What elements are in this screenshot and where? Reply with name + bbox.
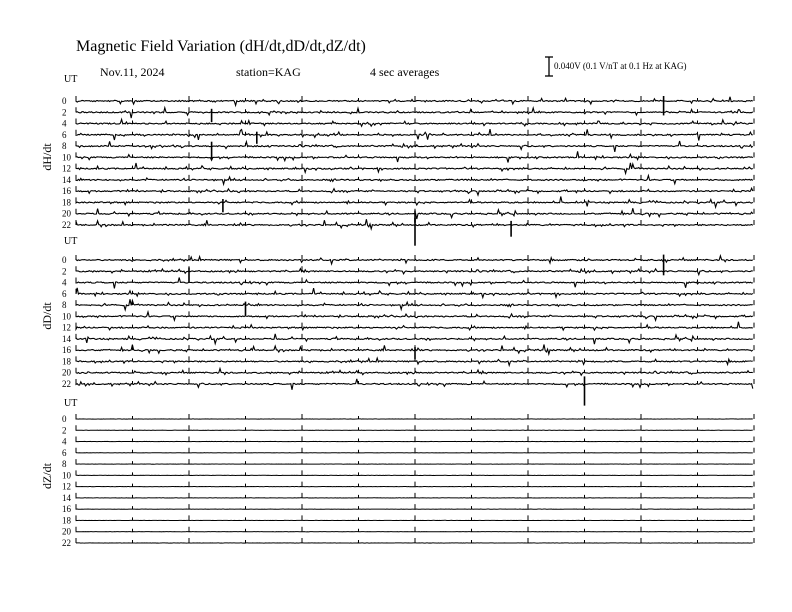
time-ticks [76, 515, 754, 520]
trace-line [76, 256, 753, 264]
hour-tick-label: 10 [62, 470, 71, 481]
trace-line [76, 188, 753, 195]
hour-tick-label: 20 [62, 208, 71, 219]
hour-tick-label: 8 [62, 459, 67, 470]
hour-tick-label: 0 [62, 255, 67, 265]
hour-tick-label: 14 [62, 492, 71, 503]
trace-line [76, 119, 753, 126]
trace-line [76, 97, 753, 106]
hour-tick-label: 18 [62, 515, 71, 526]
trace-line [76, 334, 753, 344]
hour-tick-label: 20 [62, 367, 71, 378]
trace-line [76, 369, 753, 376]
hour-tick-label: 10 [62, 311, 71, 322]
trace-line [76, 299, 753, 310]
hour-tick-label: 6 [62, 447, 67, 458]
time-ticks [76, 538, 754, 543]
scale-bar-label: 0.040V (0.1 V/nT at 0.1 Hz at KAG) [554, 61, 687, 71]
hour-tick-label: 0 [62, 414, 67, 424]
trace-line [76, 269, 753, 275]
time-ticks [76, 527, 754, 532]
trace-line [76, 379, 753, 390]
trace-line [76, 141, 753, 152]
station-label: station=KAG [236, 65, 301, 79]
time-ticks [76, 448, 754, 453]
hour-tick-label: 8 [62, 141, 67, 152]
hour-tick-label: 4 [62, 277, 67, 288]
hour-tick-label: 16 [62, 504, 71, 515]
date-label: Nov.11, 2024 [100, 65, 165, 79]
ut-axis-label: UT [64, 236, 78, 247]
time-ticks [76, 186, 754, 191]
hour-tick-label: 18 [62, 356, 71, 367]
trace-line [76, 129, 753, 141]
hour-tick-label: 20 [62, 526, 71, 537]
hour-tick-label: 14 [62, 333, 71, 344]
hour-tick-label: 2 [62, 107, 67, 118]
trace-line [76, 108, 753, 118]
hour-tick-label: 2 [62, 425, 67, 436]
hour-tick-label: 16 [62, 345, 71, 356]
time-ticks [76, 470, 754, 475]
ut-axis-label: UT [64, 398, 78, 409]
hour-tick-label: 22 [62, 537, 71, 548]
hour-tick-label: 12 [62, 322, 71, 333]
hour-tick-label: 22 [62, 219, 71, 230]
hour-tick-label: 8 [62, 300, 67, 311]
hour-tick-label: 12 [62, 481, 71, 492]
time-ticks [76, 437, 754, 442]
trace-line [76, 288, 753, 298]
panel-label: dH/dt [40, 143, 54, 171]
hour-tick-label: 16 [62, 186, 71, 197]
trace-line [76, 176, 753, 185]
trace-line [76, 278, 753, 289]
time-ticks [76, 459, 754, 464]
trace-line [76, 322, 753, 330]
panel-label: dZ/dt [40, 463, 54, 489]
hour-tick-label: 22 [62, 378, 71, 389]
time-ticks [76, 504, 754, 509]
hour-tick-label: 4 [62, 118, 67, 129]
time-ticks [76, 414, 754, 419]
averaging-label: 4 sec averages [370, 65, 440, 79]
hour-tick-label: 2 [62, 266, 67, 277]
ut-axis-label: UT [64, 74, 78, 85]
hour-tick-label: 10 [62, 152, 71, 163]
trace-line [76, 197, 753, 208]
hour-tick-label: 0 [62, 96, 67, 106]
time-ticks [76, 425, 754, 430]
chart-title: Magnetic Field Variation (dH/dt,dD/dt,dZ/dt) [76, 38, 366, 55]
panel-label: dD/dt [40, 302, 54, 330]
hour-tick-label: 6 [62, 129, 67, 140]
trace-line [76, 163, 753, 174]
trace-line [76, 312, 753, 320]
time-ticks [76, 482, 754, 487]
hour-tick-label: 18 [62, 197, 71, 208]
hour-tick-label: 4 [62, 436, 67, 447]
hour-tick-label: 14 [62, 174, 71, 185]
time-ticks [76, 493, 754, 498]
hour-tick-label: 6 [62, 288, 67, 299]
trace-line [76, 151, 753, 162]
hour-tick-label: 12 [62, 163, 71, 174]
time-ticks [76, 96, 754, 101]
